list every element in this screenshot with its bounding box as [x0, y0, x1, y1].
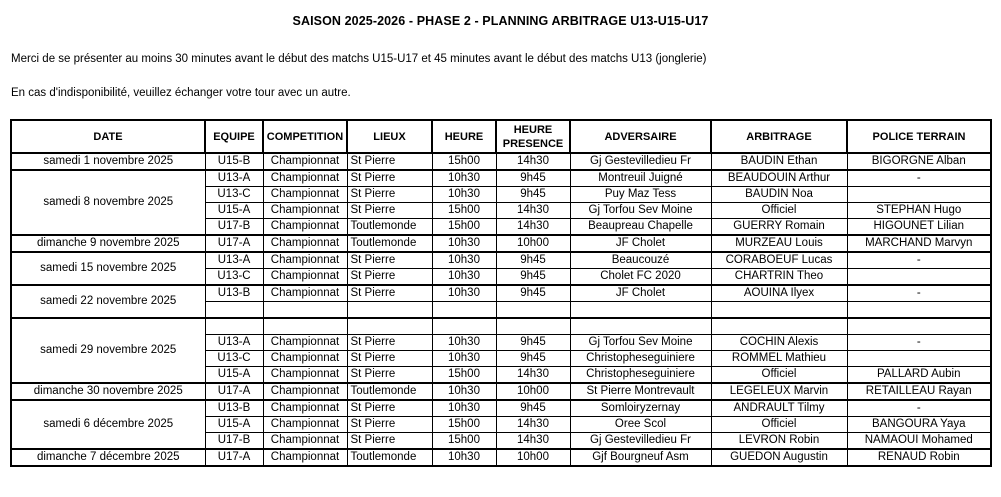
heure-presence-cell: 9h45 — [496, 400, 570, 417]
date-cell: samedi 29 novembre 2025 — [11, 318, 205, 383]
heure-presence-cell: 9h45 — [496, 285, 570, 302]
heure-cell: 15h00 — [432, 417, 496, 433]
adversaire-cell: Christopheseguiniere — [570, 351, 711, 367]
adversaire-cell: Gj Torfou Sev Moine — [570, 335, 711, 351]
lieux-cell: Toutlemonde — [347, 449, 432, 466]
heure-cell: 15h00 — [432, 367, 496, 384]
col-header-heure: HEURE — [432, 120, 496, 153]
competition-cell: Championnat — [263, 203, 347, 219]
table-row — [11, 285, 991, 302]
lieux-cell: St Pierre — [347, 153, 432, 170]
equipe-cell: U17-A — [205, 235, 263, 252]
arbitrage-cell: COCHIN Alexis — [711, 335, 847, 351]
date-cell: samedi 8 novembre 2025 — [11, 170, 205, 235]
heure-cell: 15h00 — [432, 203, 496, 219]
heure-cell: 10h30 — [432, 269, 496, 286]
heure-presence-cell: 14h30 — [496, 153, 570, 170]
col-header-lieux: LIEUX — [347, 120, 432, 153]
adversaire-cell: Beaupreau Chapelle — [570, 219, 711, 236]
col-header-heure-presence: HEURE PRESENCE — [496, 120, 570, 153]
police-terrain-cell: - — [847, 285, 991, 302]
police-terrain-cell: - — [847, 400, 991, 417]
heure-presence-cell: 10h00 — [496, 449, 570, 466]
equipe-cell — [205, 302, 263, 319]
table-row — [11, 235, 991, 252]
adversaire-cell: Gjf Bourgneuf Asm — [570, 449, 711, 466]
police-terrain-cell: - — [847, 335, 991, 351]
heure-presence-cell: 14h30 — [496, 203, 570, 219]
equipe-cell: U15-A — [205, 203, 263, 219]
equipe-cell: U15-A — [205, 367, 263, 384]
heure-presence-cell: 9h45 — [496, 335, 570, 351]
heure-cell: 10h30 — [432, 400, 496, 417]
adversaire-cell: JF Cholet — [570, 285, 711, 302]
competition-cell: Championnat — [263, 433, 347, 450]
equipe-cell: U13-B — [205, 285, 263, 302]
arbitrage-cell: BAUDIN Ethan — [711, 153, 847, 170]
equipe-cell: U13-C — [205, 351, 263, 367]
police-terrain-cell — [847, 351, 991, 367]
competition-cell: Championnat — [263, 417, 347, 433]
schedule-body — [11, 153, 991, 466]
equipe-cell: U15-B — [205, 153, 263, 170]
adversaire-cell: St Pierre Montrevault — [570, 383, 711, 400]
competition-cell: Championnat — [263, 269, 347, 286]
adversaire-cell: Puy Maz Tess — [570, 187, 711, 203]
competition-cell: Championnat — [263, 400, 347, 417]
police-terrain-cell: PALLARD Aubin — [847, 367, 991, 384]
col-header-adversaire: ADVERSAIRE — [570, 120, 711, 153]
heure-presence-cell: 10h00 — [496, 383, 570, 400]
police-terrain-cell: STEPHAN Hugo — [847, 203, 991, 219]
arbitrage-cell: Officiel — [711, 367, 847, 384]
competition-cell: Championnat — [263, 351, 347, 367]
equipe-cell: U15-A — [205, 417, 263, 433]
arbitrage-cell: Officiel — [711, 417, 847, 433]
lieux-cell: St Pierre — [347, 252, 432, 269]
adversaire-cell: Oree Scol — [570, 417, 711, 433]
heure-cell: 10h30 — [432, 335, 496, 351]
date-cell: samedi 22 novembre 2025 — [11, 285, 205, 318]
equipe-cell: U17-A — [205, 449, 263, 466]
adversaire-cell: JF Cholet — [570, 235, 711, 252]
lieux-cell: St Pierre — [347, 367, 432, 384]
police-terrain-cell: MARCHAND Marvyn — [847, 235, 991, 252]
heure-presence-cell: 9h45 — [496, 351, 570, 367]
adversaire-cell: Gj Torfou Sev Moine — [570, 203, 711, 219]
heure-presence-cell: 14h30 — [496, 219, 570, 236]
adversaire-cell — [570, 302, 711, 319]
heure-cell — [432, 302, 496, 319]
col-header-equipe: EQUIPE — [205, 120, 263, 153]
competition-cell — [263, 302, 347, 319]
referee-schedule-table — [10, 119, 992, 467]
competition-cell: Championnat — [263, 335, 347, 351]
lieux-cell: St Pierre — [347, 269, 432, 286]
heure-cell: 10h30 — [432, 351, 496, 367]
heure-cell: 10h30 — [432, 383, 496, 400]
equipe-cell: U17-B — [205, 219, 263, 236]
heure-cell: 15h00 — [432, 153, 496, 170]
col-header-date: DATE — [11, 120, 205, 153]
lieux-cell — [347, 318, 432, 335]
equipe-cell: U13-A — [205, 335, 263, 351]
date-cell: samedi 15 novembre 2025 — [11, 252, 205, 285]
adversaire-cell: Montreuil Juigné — [570, 170, 711, 187]
lieux-cell: Toutlemonde — [347, 235, 432, 252]
lieux-cell: St Pierre — [347, 433, 432, 450]
arbitrage-cell: CORABOEUF Lucas — [711, 252, 847, 269]
lieux-cell: St Pierre — [347, 203, 432, 219]
adversaire-cell: Somloiryzernay — [570, 400, 711, 417]
lieux-cell: Toutlemonde — [347, 219, 432, 236]
police-terrain-cell: BANGOURA Yaya — [847, 417, 991, 433]
competition-cell: Championnat — [263, 153, 347, 170]
competition-cell: Championnat — [263, 170, 347, 187]
lieux-cell: St Pierre — [347, 285, 432, 302]
competition-cell: Championnat — [263, 367, 347, 384]
arbitrage-cell: BAUDIN Noa — [711, 187, 847, 203]
heure-presence-cell — [496, 302, 570, 319]
arbitrage-cell: GUEDON Augustin — [711, 449, 847, 466]
lieux-cell: St Pierre — [347, 187, 432, 203]
adversaire-cell: Christopheseguiniere — [570, 367, 711, 384]
equipe-cell: U13-C — [205, 269, 263, 286]
equipe-cell — [205, 318, 263, 335]
date-cell: dimanche 30 novembre 2025 — [11, 383, 205, 400]
arbitrage-cell: LEGELEUX Marvin — [711, 383, 847, 400]
table-row — [11, 252, 991, 269]
heure-presence-cell: 9h45 — [496, 269, 570, 286]
heure-presence-cell: 14h30 — [496, 367, 570, 384]
adversaire-cell: Beaucouzé — [570, 252, 711, 269]
police-terrain-cell: - — [847, 252, 991, 269]
heure-presence-cell: 10h00 — [496, 235, 570, 252]
lieux-cell: St Pierre — [347, 335, 432, 351]
adversaire-cell: Gj Gestevilledieu Fr — [570, 433, 711, 450]
lieux-cell: Toutlemonde — [347, 383, 432, 400]
table-row — [11, 449, 991, 466]
equipe-cell: U13-A — [205, 170, 263, 187]
heure-presence-cell — [496, 318, 570, 335]
date-cell: dimanche 9 novembre 2025 — [11, 235, 205, 252]
equipe-cell: U17-A — [205, 383, 263, 400]
date-cell: dimanche 7 décembre 2025 — [11, 449, 205, 466]
arbitrage-cell: AOUINA Ilyex — [711, 285, 847, 302]
police-terrain-cell: HIGOUNET Lilian — [847, 219, 991, 236]
table-header-row — [11, 120, 991, 153]
lieux-cell: St Pierre — [347, 170, 432, 187]
police-terrain-cell — [847, 187, 991, 203]
equipe-cell: U13-A — [205, 252, 263, 269]
adversaire-cell: Cholet FC 2020 — [570, 269, 711, 286]
heure-presence-cell: 9h45 — [496, 252, 570, 269]
police-terrain-cell: NAMAOUI Mohamed — [847, 433, 991, 450]
lieux-cell: St Pierre — [347, 351, 432, 367]
arrival-note: Merci de se présenter au moins 30 minutes avant le début des matchs U15-U17 et 45 minutes avant le début des matchs U13 (jonglerie) — [11, 53, 707, 65]
police-terrain-cell — [847, 269, 991, 286]
col-header-competition: COMPETITION — [263, 120, 347, 153]
heure-cell: 10h30 — [432, 285, 496, 302]
heure-presence-cell: 14h30 — [496, 433, 570, 450]
arbitrage-cell: LEVRON Robin — [711, 433, 847, 450]
lieux-cell — [347, 302, 432, 319]
police-terrain-cell: - — [847, 170, 991, 187]
table-row — [11, 170, 991, 187]
police-terrain-cell: RETAILLEAU Rayan — [847, 383, 991, 400]
arbitrage-cell: CHARTRIN Theo — [711, 269, 847, 286]
police-terrain-cell — [847, 318, 991, 335]
equipe-cell: U13-B — [205, 400, 263, 417]
adversaire-cell — [570, 318, 711, 335]
arbitrage-cell: ANDRAULT Tilmy — [711, 400, 847, 417]
competition-cell: Championnat — [263, 252, 347, 269]
adversaire-cell: Gj Gestevilledieu Fr — [570, 153, 711, 170]
arbitrage-cell: BEAUDOUIN Arthur — [711, 170, 847, 187]
competition-cell: Championnat — [263, 187, 347, 203]
competition-cell: Championnat — [263, 449, 347, 466]
unavailability-note: En cas d'indisponibilité, veuillez échanger votre tour avec un autre. — [11, 87, 351, 99]
col-header-police-terrain: POLICE TERRAIN — [847, 120, 991, 153]
heure-presence-cell: 9h45 — [496, 170, 570, 187]
heure-cell — [432, 318, 496, 335]
competition-cell — [263, 318, 347, 335]
date-cell: samedi 6 décembre 2025 — [11, 400, 205, 449]
competition-cell: Championnat — [263, 285, 347, 302]
heure-cell: 10h30 — [432, 235, 496, 252]
heure-cell: 15h00 — [432, 219, 496, 236]
lieux-cell: St Pierre — [347, 417, 432, 433]
table-row — [11, 383, 991, 400]
arbitrage-cell: Officiel — [711, 203, 847, 219]
table-row — [11, 153, 991, 170]
lieux-cell: St Pierre — [347, 400, 432, 417]
heure-cell: 15h00 — [432, 433, 496, 450]
arbitrage-cell: GUERRY Romain — [711, 219, 847, 236]
arbitrage-cell — [711, 318, 847, 335]
heure-cell: 10h30 — [432, 252, 496, 269]
competition-cell: Championnat — [263, 383, 347, 400]
heure-presence-cell: 9h45 — [496, 187, 570, 203]
date-cell: samedi 1 novembre 2025 — [11, 153, 205, 170]
heure-cell: 10h30 — [432, 187, 496, 203]
arbitrage-cell: MURZEAU Louis — [711, 235, 847, 252]
heure-presence-cell: 14h30 — [496, 417, 570, 433]
police-terrain-cell: BIGORGNE Alban — [847, 153, 991, 170]
table-row — [11, 400, 991, 417]
col-header-arbitrage: ARBITRAGE — [711, 120, 847, 153]
equipe-cell: U13-C — [205, 187, 263, 203]
heure-cell: 10h30 — [432, 170, 496, 187]
arbitrage-cell: ROMMEL Mathieu — [711, 351, 847, 367]
page-title: SAISON 2025-2026 - PHASE 2 - PLANNING ARBITRAGE U13-U15-U17 — [292, 14, 709, 28]
competition-cell: Championnat — [263, 235, 347, 252]
police-terrain-cell — [847, 302, 991, 319]
arbitrage-cell — [711, 302, 847, 319]
police-terrain-cell: RENAUD Robin — [847, 449, 991, 466]
competition-cell: Championnat — [263, 219, 347, 236]
table-row — [11, 318, 991, 335]
heure-cell: 10h30 — [432, 449, 496, 466]
equipe-cell: U17-B — [205, 433, 263, 450]
